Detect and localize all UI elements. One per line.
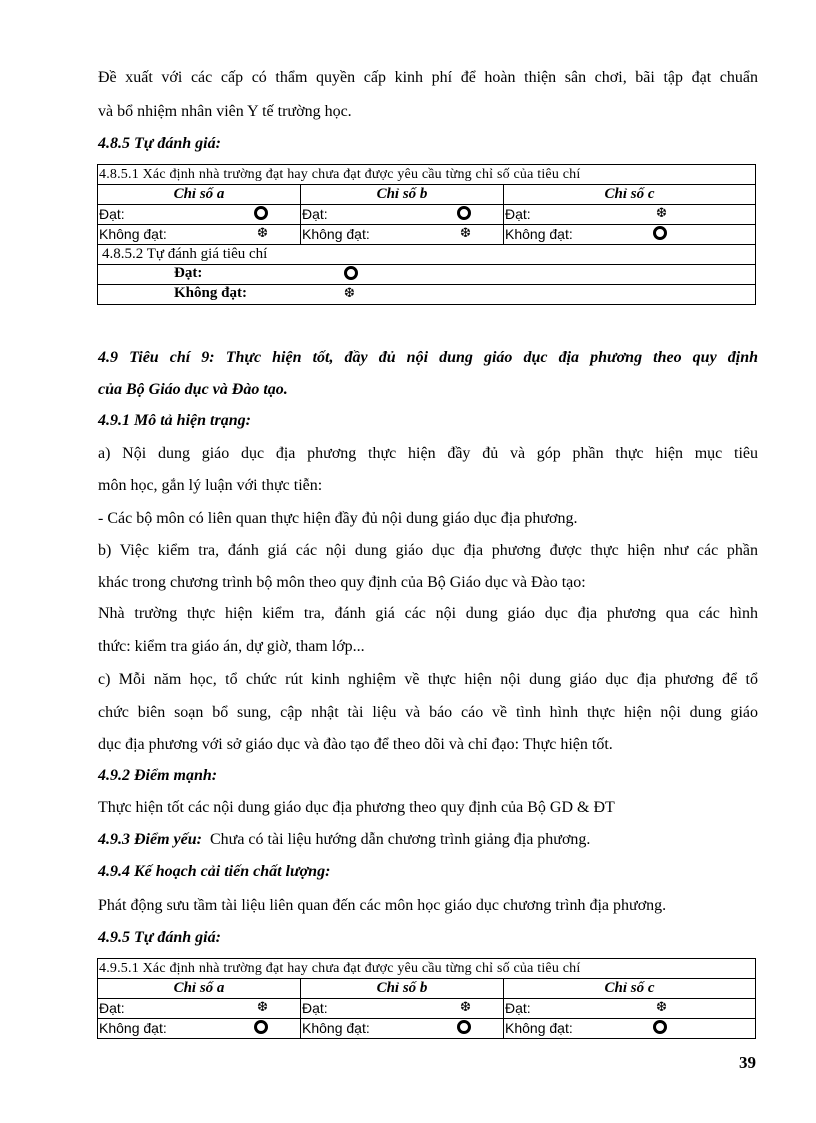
cell-b-khong-dat: Không đạt:	[301, 1019, 504, 1039]
snowflake-icon: ❆	[344, 286, 355, 301]
para-a-line-1: a) Nội dung giáo dục địa phương thực hiện đầy đủ và góp phần thực hiện mục tiêu	[98, 445, 758, 462]
col-header-a: Chỉ số a	[98, 185, 301, 205]
cell-a-dat: Đạt:	[98, 205, 301, 225]
para-b-line-3: Nhà trường thực hiện kiểm tra, đánh giá các nội dung giáo dục địa phương qua các hình	[98, 605, 758, 622]
col-header-b: Chỉ số b	[301, 979, 504, 999]
summary-khong-dat-row: Không đạt: ❆	[98, 285, 756, 305]
ring-icon	[653, 1020, 667, 1034]
cell-a-dat: Đạt: ❆	[98, 999, 301, 1019]
line-4-9-3	[98, 830, 758, 850]
ring-icon	[457, 206, 471, 220]
col-header-c: Chỉ số c	[504, 185, 756, 205]
snowflake-icon: ❆	[257, 226, 268, 241]
snowflake-icon: ❆	[257, 1000, 268, 1015]
heading-4-9-2: 4.9.2 Điểm mạnh:	[98, 767, 218, 784]
heading-4-8-5: 4.8.5 Tự đánh giá:	[98, 135, 221, 152]
cell-a-khong-dat: Không đạt:	[98, 1019, 301, 1039]
col-header-a: Chỉ số a	[98, 979, 301, 999]
ring-icon	[254, 206, 268, 220]
para-b-line-2: khác trong chương trình bộ môn theo quy định của Bộ Giáo dục và Đào tạo:	[98, 574, 586, 591]
para-4-9-3: Chưa có tài liệu hướng dẫn chương trình giảng địa phương.	[209, 831, 591, 848]
para-b-line-1: b) Việc kiểm tra, đánh giá các nội dung giáo dục địa phương được thực hiện như các phần	[98, 542, 758, 559]
snowflake-icon: ❆	[460, 226, 471, 241]
cell-b-dat: Đạt:	[301, 205, 504, 225]
para-a-line-3: - Các bộ môn có liên quan thực hiện đầy đủ nội dung giáo dục địa phương.	[98, 510, 578, 527]
table-caption: 4.9.5.1 Xác định nhà trường đạt hay chưa đạt được yêu cầu từng chỉ số của tiêu chí	[98, 959, 756, 979]
para-4-9-2: Thực hiện tốt các nội dung giáo dục địa phương theo quy định của Bộ GD & ĐT	[98, 799, 615, 816]
para-c-line-3: dục địa phương với sở giáo dục và đào tạo để theo dõi và chỉ đạo: Thực hiện tốt.	[98, 736, 613, 753]
ring-icon	[254, 1020, 268, 1034]
snowflake-icon: ❆	[656, 1000, 667, 1015]
summary-dat-row: Đạt:	[98, 265, 756, 285]
ring-icon	[653, 226, 667, 240]
cell-a-khong-dat: Không đạt: ❆	[98, 225, 301, 245]
para-a-line-2: môn học, gắn lý luận với thực tiễn:	[98, 477, 323, 494]
snowflake-icon: ❆	[460, 1000, 471, 1015]
intro-line-2: và bổ nhiệm nhân viên Y tế trường học.	[98, 103, 352, 120]
para-c-line-2: chức biên soạn bổ sung, cập nhật tài liệu và báo cáo về tình hình thực hiện nội dung giáo	[98, 704, 758, 721]
cell-c-dat: Đạt: ❆	[504, 205, 756, 225]
cell-c-khong-dat: Không đạt:	[504, 225, 756, 245]
criteria-table-4-8-5	[97, 164, 756, 305]
heading-4-9-1: 4.9.1 Mô tả hiện trạng:	[98, 412, 251, 429]
cell-b-dat: Đạt: ❆	[301, 999, 504, 1019]
para-b-line-4: thức: kiểm tra giáo án, dự giờ, tham lớp...	[98, 638, 365, 655]
criteria-table-4-9-5	[97, 958, 756, 1039]
intro-line-1: Đề xuất với các cấp có thẩm quyền cấp kinh phí để hoàn thiện sân chơi, bãi tập đạt chuẩn	[98, 69, 758, 86]
criterion-9-title-line-2: của Bộ Giáo dục và Đào tạo.	[98, 381, 288, 398]
heading-4-9-3: 4.9.3 Điểm yếu:	[98, 831, 202, 848]
cell-b-khong-dat: Không đạt: ❆	[301, 225, 504, 245]
heading-4-9-5: 4.9.5 Tự đánh giá:	[98, 929, 221, 946]
ring-icon	[344, 266, 358, 280]
snowflake-icon: ❆	[656, 206, 667, 221]
summary-caption: 4.8.5.2 Tự đánh giá tiêu chí	[98, 245, 756, 265]
col-header-c: Chỉ số c	[504, 979, 756, 999]
col-header-b: Chỉ số b	[301, 185, 504, 205]
page-number: 39	[739, 1053, 756, 1072]
para-4-9-4: Phát động sưu tầm tài liệu liên quan đến các môn học giáo dục chương trình địa phương.	[98, 897, 667, 914]
heading-4-9-4: 4.9.4 Kế hoạch cải tiến chất lượng:	[98, 863, 331, 880]
ring-icon	[457, 1020, 471, 1034]
criterion-9-title-line-1: 4.9 Tiêu chí 9: Thực hiện tốt, đầy đủ nội dung giáo dục địa phương theo quy định	[98, 349, 758, 366]
cell-c-dat: Đạt: ❆	[504, 999, 756, 1019]
table-caption: 4.8.5.1 Xác định nhà trường đạt hay chưa đạt được yêu cầu từng chỉ số của tiêu chí	[98, 165, 756, 185]
cell-c-khong-dat: Không đạt:	[504, 1019, 756, 1039]
para-c-line-1: c) Mỗi năm học, tổ chức rút kinh nghiệm về thực hiện nội dung giáo dục địa phương để tổ	[98, 671, 758, 688]
